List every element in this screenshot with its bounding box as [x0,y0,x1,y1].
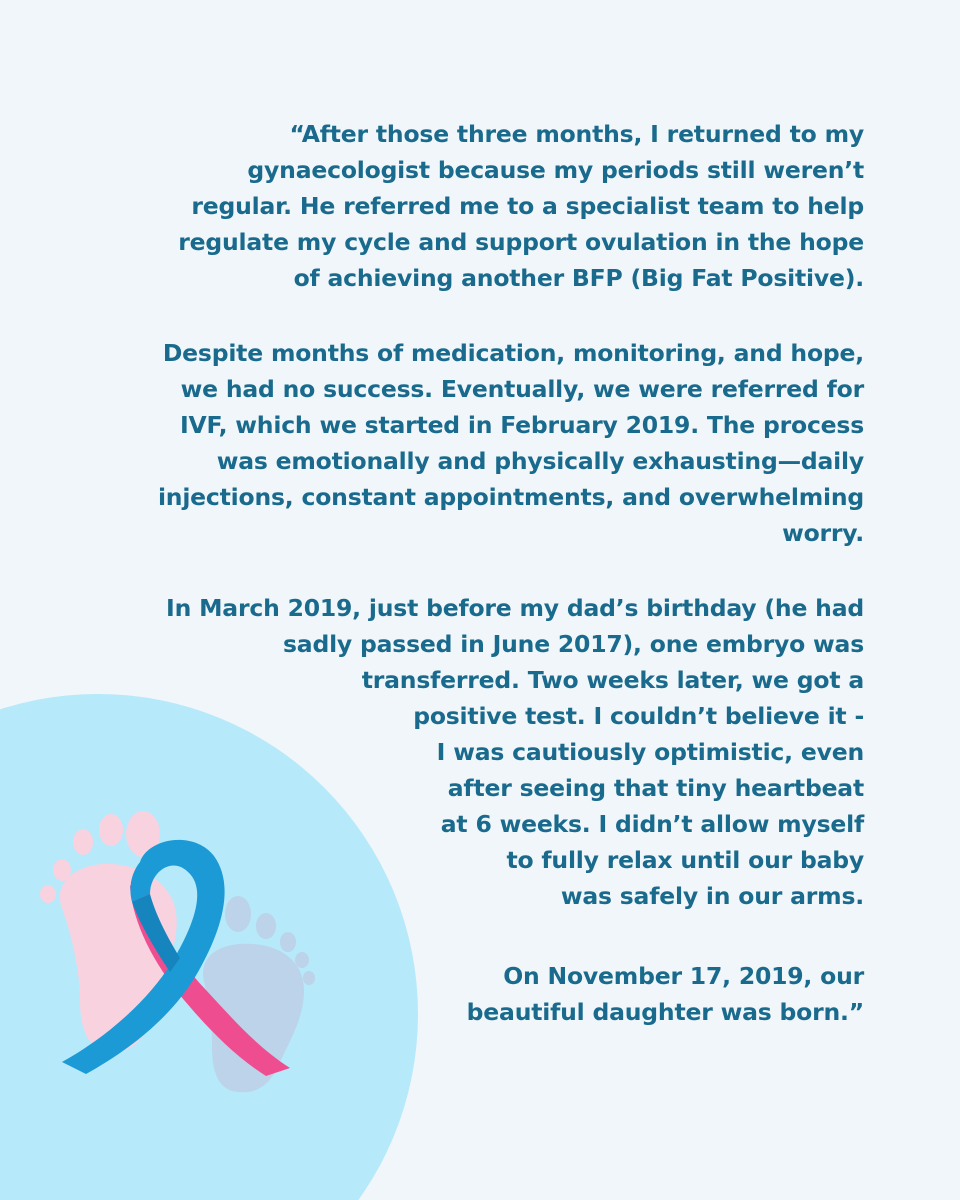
story-line: of achieving another BFP (Big Fat Positive). [293,264,864,292]
story-line: transferred. Two weeks later, we got a [361,666,864,694]
story-line: at 6 weeks. I didn’t allow myself [440,810,864,838]
story-line: was emotionally and physically exhausting—daily [216,447,864,475]
story-line: injections, constant appointments, and overwhelming [157,483,864,511]
story-line: gynaecologist because my periods still weren’t [247,156,864,184]
story-line: regulate my cycle and support ovulation in the hope [178,228,864,256]
story-line: On November 17, 2019, our [503,962,864,990]
story-line: sadly passed in June 2017), one embryo was [283,630,864,658]
story-line: to fully relax until our baby [506,846,864,874]
story-line: was safely in our arms. [560,882,864,910]
story-line: Despite months of medication, monitoring, and hope, [162,339,864,367]
story-line: regular. He referred me to a specialist team to help [191,192,864,220]
story-line: worry. [782,519,864,547]
story-line: I was cautiously optimistic, even [436,738,864,766]
baby-feet-awareness-ribbon-icon [0,790,340,1100]
story-line: In March 2019, just before my dad’s birthday (he had [166,594,864,622]
story-line: IVF, which we started in February 2019. The process [179,411,864,439]
story-line: after seeing that tiny heartbeat [447,774,864,802]
story-line: we had no success. Eventually, we were referred for [180,375,864,403]
story-line: “After those three months, I returned to my [289,120,864,148]
story-line: beautiful daughter was born.” [466,998,864,1026]
story-line: positive test. I couldn’t believe it - [413,702,864,730]
